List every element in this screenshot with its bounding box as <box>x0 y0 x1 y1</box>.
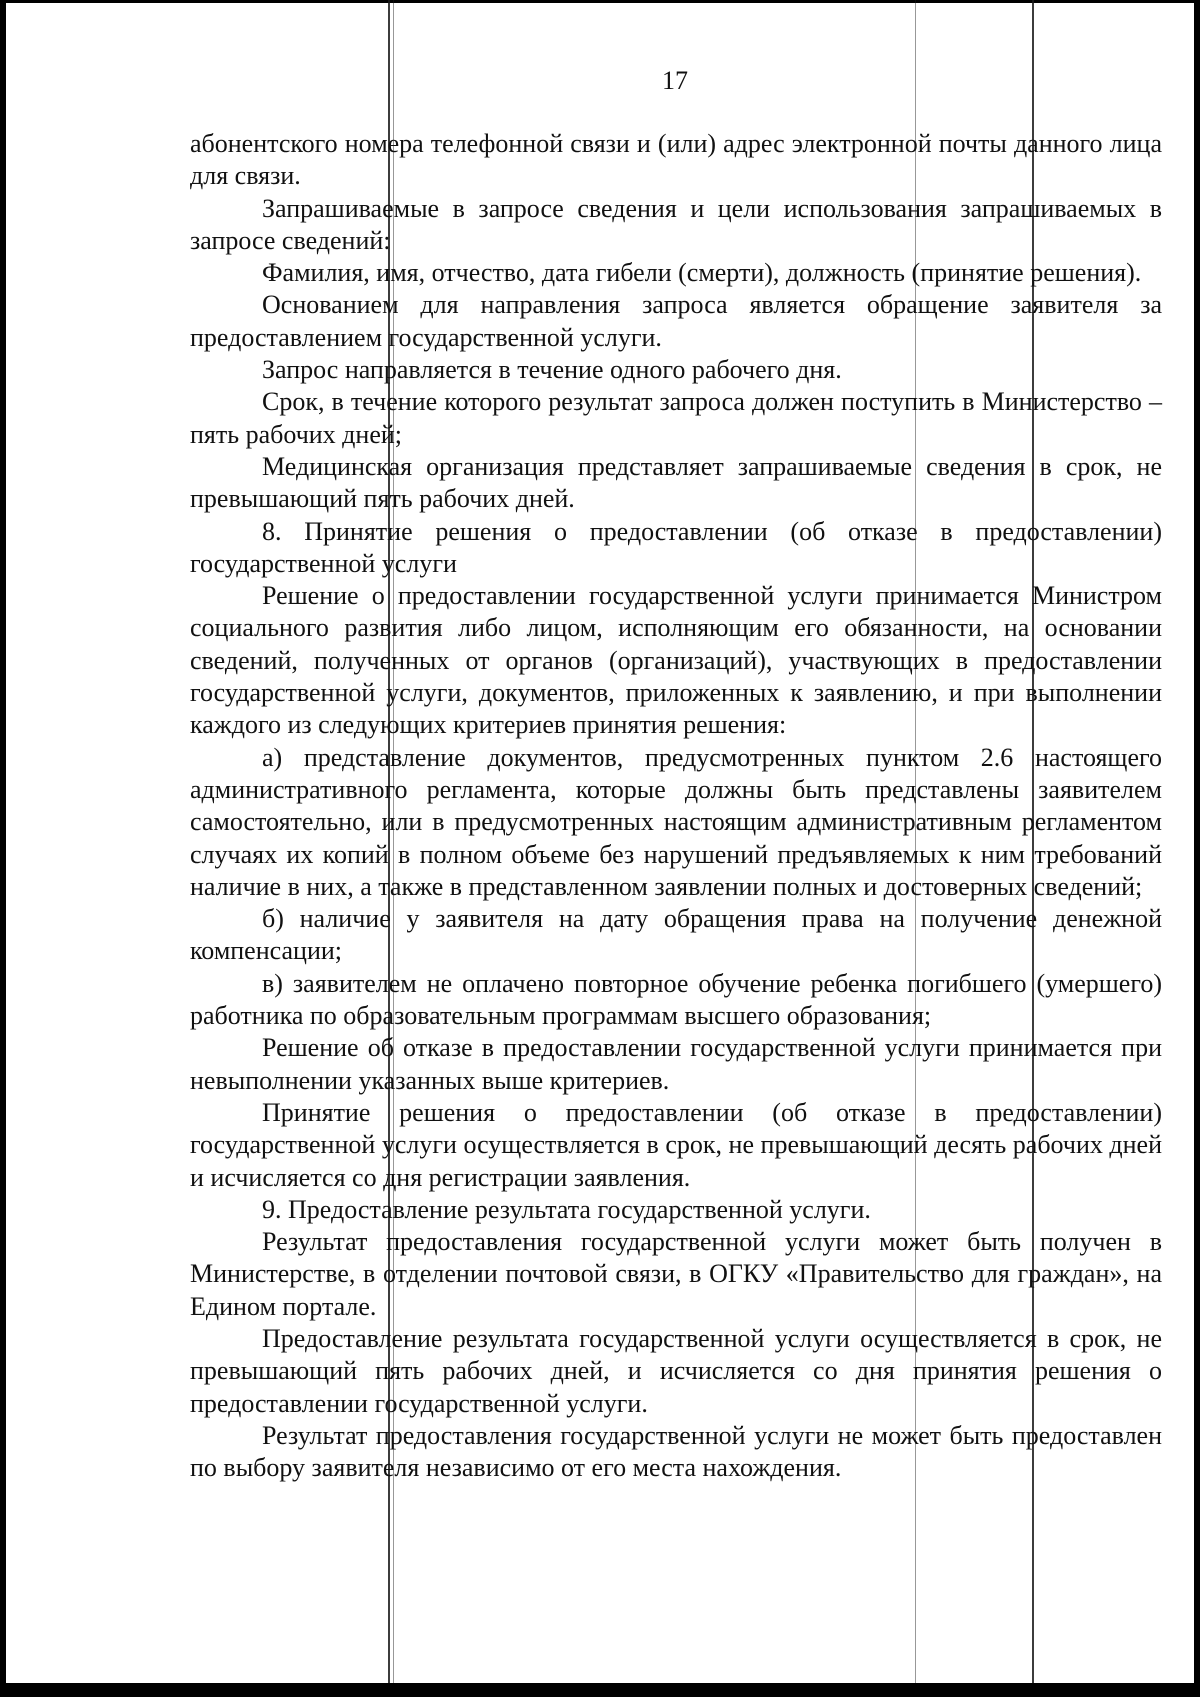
paragraph: Результат предоставления государственной услуги не может быть предоставлен по выбору заявителя независимо от его места нахождения. <box>190 1420 1162 1483</box>
paragraph: Основанием для направления запроса является обращение заявителя за предоставлением государственной услуги. <box>190 290 1162 352</box>
paragraph: Решение об отказе в предоставлении государственной услуги принимается при невыполнении указанных выше критериев. <box>190 1033 1162 1095</box>
scan-bottom-edge <box>0 1683 1200 1697</box>
section-heading: 9. Предоставление результата государственной услуги. <box>262 1194 871 1224</box>
paragraph: Фамилия, имя, отчество, дата гибели (смерти), должность (принятие решения). <box>262 258 1142 288</box>
paragraph: Принятие решения о предоставлении (об отказе в предоставлении) государственной услуги осуществляется в срок, не превышающий десять рабочих дней и исчисляется со дня регистрации заявления. <box>190 1097 1162 1192</box>
page-number: 17 <box>662 66 688 95</box>
paragraph: абонентского номера телефонной связи и (или) адрес электронной почты данного лица для связи. <box>190 129 1162 191</box>
scan-top-edge <box>0 0 1200 3</box>
criterion-item: б) наличие у заявителя на дату обращения права на получение денежной компенсации; <box>190 904 1162 966</box>
paragraph: Срок, в течение которого результат запроса должен поступить в Министерство – пять рабочих дней; <box>190 387 1162 449</box>
paragraph: Запрос направляется в течение одного рабочего дня. <box>262 355 842 385</box>
criterion-item: а) представление документов, предусмотренных пунктом 2.6 настоящего административного регламента, которые должны быть представлены заявителем самостоятельно, или в предусмотренных настоящим административным регламентом случаях их копий в полном объеме без нарушений предъявляемых к ним требований наличие в них, а также в представленном заявлении полных и достоверных сведений; <box>190 742 1162 901</box>
paragraph: Решение о предоставлении государственной услуги принимается Министром социального развития либо лицом, исполняющим его обязанности, на основании сведений, полученных от органов (организаций), участвующих в предоставлении государственной услуги, документов, приложенных к заявлению, и при выполнении каждого из следующих критериев принятия решения: <box>190 581 1162 740</box>
paragraph: Запрашиваемые в запросе сведения и цели использования запрашиваемых в запросе сведений: <box>190 193 1162 255</box>
paragraph: Медицинская организация представляет запрашиваемые сведения в срок, не превышающий пять рабочих дней. <box>190 451 1162 514</box>
scan-left-edge <box>0 0 6 1697</box>
scan-right-edge <box>1194 0 1200 1697</box>
section-heading: 8. Принятие решения о предоставлении (об отказе в предоставлении) государственной услуги <box>190 516 1162 578</box>
criterion-item: в) заявителем не оплачено повторное обучение ребенка погибшего (умершего) работника по образовательным программам высшего образования; <box>190 968 1162 1031</box>
document-body <box>190 128 1162 1484</box>
paragraph: Результат предоставления государственной услуги может быть получен в Министерстве, в отделении почтовой связи, в ОГКУ «Правительство для граждан», на Едином портале. <box>190 1227 1162 1321</box>
paragraph: Предоставление результата государственной услуги осуществляется в срок, не превышающий пять рабочих дней, и исчисляется со дня принятия решения о предоставлении государственной услуги. <box>190 1323 1162 1418</box>
